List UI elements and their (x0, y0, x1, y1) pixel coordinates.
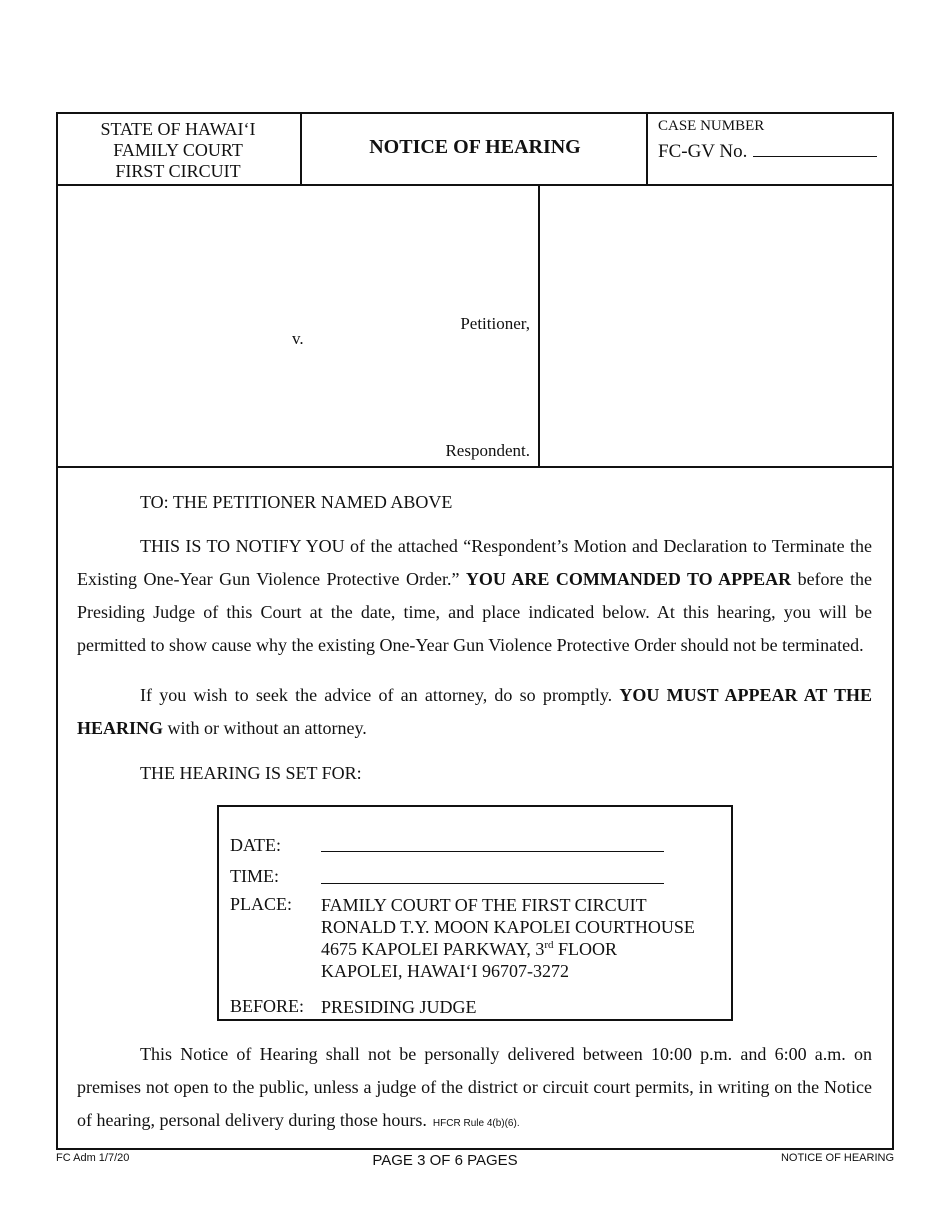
place-line-3-floor: FLOOR (553, 939, 618, 959)
page-number: PAGE 3 OF 6 PAGES (372, 1152, 518, 1169)
case-number-prefix: FC-GV No. (658, 141, 748, 162)
date-label: DATE: (230, 835, 281, 855)
must-appear: YOU MUST APPEAR AT THE HEARING (77, 685, 872, 738)
delivery-text: This Notice of Hearing shall not be personally delivered between 10:00 p.m. and 6:00 a.m. on premises not open to the public, unless a judge of the district or circuit court permits, in writing on the Notice of hearing, personal delivery during those hours. (77, 1044, 872, 1130)
header-divider (56, 184, 894, 186)
date-blank[interactable] (321, 851, 664, 852)
footer-doc-title: NOTICE OF HEARING (780, 1152, 894, 1164)
place-line-3-main: 4675 KAPOLEI PARKWAY, 3 (321, 939, 545, 959)
hearing-set-for: THE HEARING IS SET FOR: (140, 763, 362, 783)
case-number-blank[interactable] (753, 140, 877, 157)
time-label: TIME: (230, 866, 279, 886)
attorney-text-a: If you wish to seek the advice of an attorney, do so promptly. (140, 685, 620, 705)
before-value: PRESIDING JUDGE (321, 997, 477, 1017)
delivery-paragraph (77, 1038, 872, 1140)
notice-text-b: before the Presiding Judge of this Court at the date, time, and place indicated below. At this hearing, you will be permitted to show cause why the existing One-Year Gun Violence Protective Order should not be terminated. (77, 569, 872, 655)
place-value (321, 894, 695, 982)
command-to-appear: YOU ARE COMMANDED TO APPEAR (465, 569, 792, 589)
place-line-4: KAPOLEI, HAWAI‘I 96707-3272 (321, 961, 570, 981)
case-number-label: CASE NUMBER (658, 118, 765, 134)
respondent-label: Respondent. (445, 441, 530, 460)
petitioner-label: Petitioner, (460, 314, 530, 333)
form-id: FC Adm 1/7/20 (56, 1152, 130, 1164)
rule-citation: HFCR Rule 4(b)(6). (432, 1118, 520, 1129)
notice-paragraph (77, 530, 872, 662)
caption-col-divider (538, 184, 540, 467)
case-number-field (658, 140, 877, 163)
before-label: BEFORE: (230, 996, 305, 1016)
time-blank[interactable] (321, 883, 664, 884)
court-line-state: STATE OF HAWAI‘I (100, 119, 256, 139)
document-title: NOTICE OF HEARING (369, 136, 581, 158)
caption-divider (56, 466, 894, 468)
place-line-3 (321, 938, 695, 960)
place-line-1: FAMILY COURT OF THE FIRST CIRCUIT (321, 895, 647, 915)
attorney-text-b: with or without an attorney. (163, 718, 367, 738)
attorney-paragraph (77, 679, 872, 745)
versus-label: v. (292, 329, 304, 348)
place-line-2: RONALD T.Y. MOON KAPOLEI COURTHOUSE (321, 917, 695, 937)
header-col-divider-2 (646, 112, 648, 185)
notice-text-a: THIS IS TO NOTIFY YOU of the attached “Respondent’s Motion and Declaration to Terminate the Existing One-Year Gun Violence Protective Order.” (77, 536, 872, 589)
court-name (58, 119, 298, 182)
place-label: PLACE: (230, 894, 293, 914)
floor-ordinal: rd (544, 939, 554, 951)
addressee-line: TO: THE PETITIONER NAMED ABOVE (140, 492, 453, 512)
court-line-circuit: FIRST CIRCUIT (115, 161, 241, 181)
court-line-family: FAMILY COURT (113, 140, 243, 160)
header-col-divider-1 (300, 112, 302, 185)
